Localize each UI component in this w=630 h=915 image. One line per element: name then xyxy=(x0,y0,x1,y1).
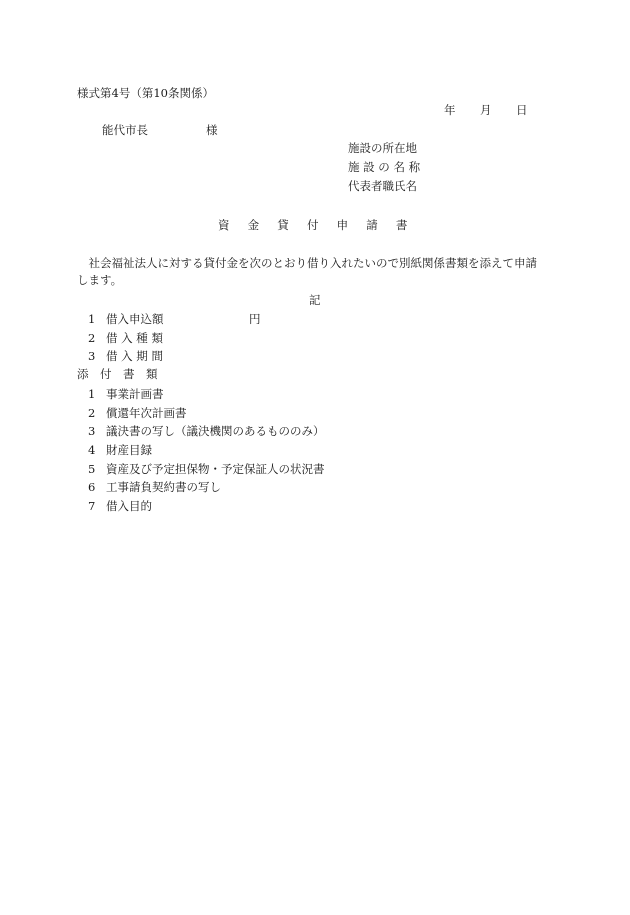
item-number: 2 xyxy=(88,331,96,345)
body-text-line-1: 社会福祉法人に対する貸付金を次のとおり借り入れたいので別紙関係書類を添えて申請 xyxy=(77,256,537,270)
attachment-number: 7 xyxy=(88,499,96,513)
addressee-honorific: 様 xyxy=(206,123,218,137)
date-year-label: 年 xyxy=(444,103,456,117)
attachment-number: 6 xyxy=(88,480,96,494)
attachment-label: 資産及び予定担保物・予定保証人の状況書 xyxy=(106,462,325,476)
attachment-label: 工事請負契約書の写し xyxy=(106,480,221,494)
item-number: 3 xyxy=(88,349,96,363)
document-title: 資 金 貸 付 申 請 書 xyxy=(218,218,409,232)
item-label: 借入申込額 xyxy=(106,312,164,326)
representative-label: 代表者職氏名 xyxy=(348,179,417,193)
attachment-number: 3 xyxy=(88,424,96,438)
date-day-label: 日 xyxy=(516,103,528,117)
attachment-number: 5 xyxy=(88,462,96,476)
yen-unit: 円 xyxy=(249,312,261,326)
attachment-label: 財産目録 xyxy=(106,443,152,457)
attachment-number: 4 xyxy=(88,443,96,457)
addressee-name: 能代市長 xyxy=(102,123,148,137)
item-label: 借 入 期 間 xyxy=(106,349,163,363)
item-label: 借 入 種 類 xyxy=(106,331,163,345)
attachment-label: 借入目的 xyxy=(106,499,152,513)
date-month-label: 月 xyxy=(480,103,492,117)
item-number: 1 xyxy=(88,312,96,326)
ki-heading: 記 xyxy=(309,293,321,307)
attachment-label: 議決書の写し（議決機関のあるもののみ） xyxy=(106,424,325,438)
attachments-heading: 添 付 書 類 xyxy=(77,367,158,381)
form-number-label: 様式第4号（第10条関係） xyxy=(77,86,214,100)
attachment-number: 1 xyxy=(88,387,96,401)
facility-address-label: 施設の所在地 xyxy=(348,141,417,155)
attachment-label: 償還年次計画書 xyxy=(106,406,187,420)
facility-name-label: 施 設 の 名 称 xyxy=(348,160,421,174)
attachment-label: 事業計画書 xyxy=(106,387,164,401)
body-text-line-2: します。 xyxy=(77,273,123,287)
attachment-number: 2 xyxy=(88,406,96,420)
